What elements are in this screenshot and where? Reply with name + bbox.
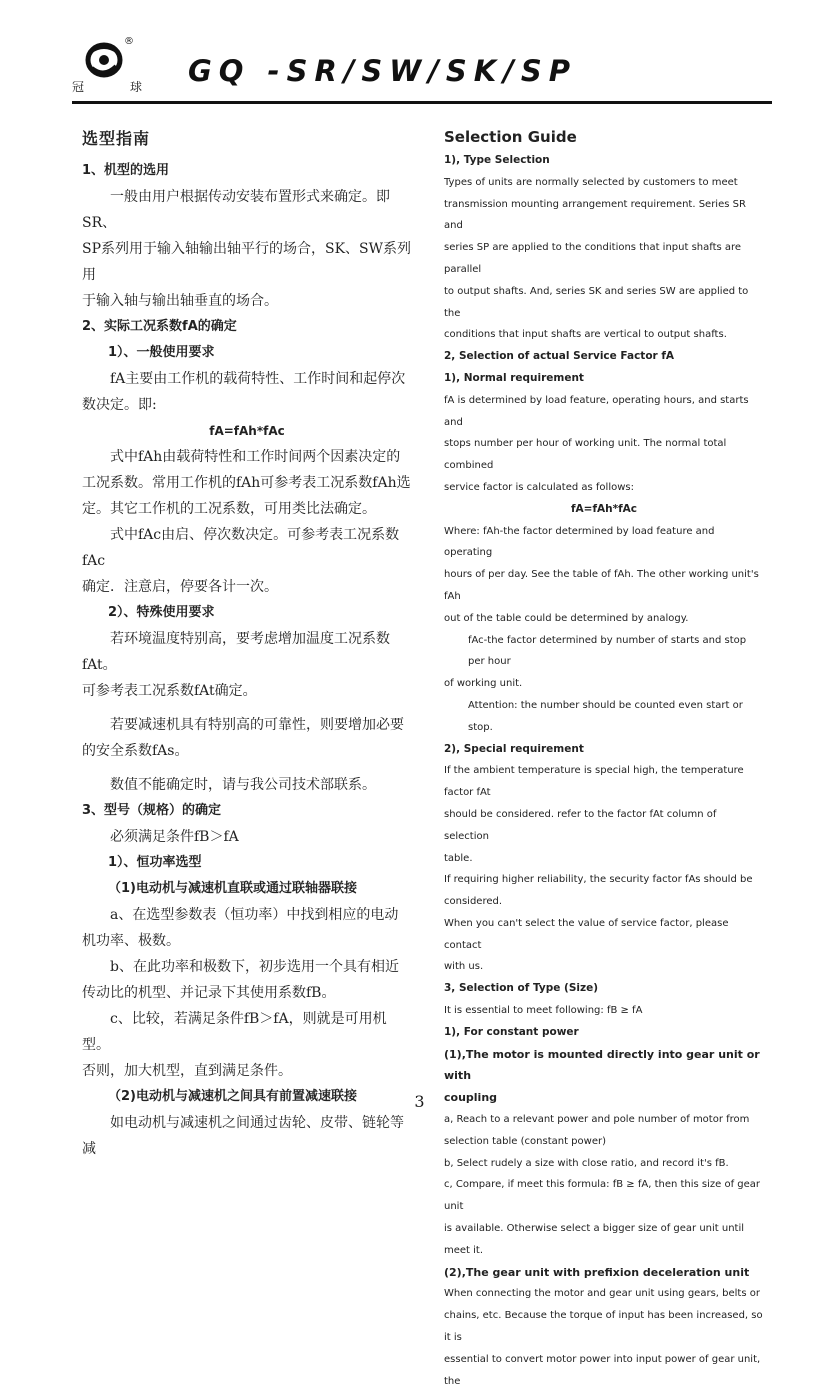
en-paragraph: a, Reach to a relevant power and pole number of motor from — [444, 1114, 750, 1126]
en-paragraph: If the ambient temperature is special high, the temperature factor fAt — [444, 765, 744, 799]
en-paragraph: with us. — [444, 961, 484, 973]
zh-paragraph: 可参考表工况系数fAt确定。 — [82, 683, 257, 699]
chinese-column — [82, 124, 412, 1162]
en-paragraph: service factor is calculated as follows: — [444, 481, 634, 493]
zh-paragraph: 必须满足条件fB＞fA — [110, 829, 239, 845]
en-subsection-heading: 1), For constant power — [444, 1025, 579, 1038]
zh-paragraph: 传动比的机型、并记录下其使用系数fB。 — [82, 985, 336, 1001]
zh-section-2-heading: 2、实际工况系数fA的确定 — [82, 319, 237, 334]
zh-subsection-heading: 2）、特殊使用要求 — [108, 605, 215, 620]
document-title: GQ -SR/SW/SK/SP — [188, 54, 577, 88]
en-paragraph: Types of units are normally selected by customers to meet — [444, 176, 738, 188]
zh-paragraph: 定。其它工作机的工况系数，可用类比法确定。 — [82, 501, 376, 517]
en-paragraph: out of the table could be determined by analogy. — [444, 612, 689, 624]
en-section-3-heading: 3, Selection of Type (Size) — [444, 982, 599, 995]
zh-paragraph: b、在此功率和极数下，初步选用一个具有相近 — [110, 959, 399, 975]
zh-subsection-heading: （2)电动机与减速机之间具有前置减速联接 — [108, 1089, 357, 1104]
en-paragraph: of working unit. — [444, 678, 523, 690]
zh-paragraph: a、在选型参数表（恒功率）中找到相应的电动 — [110, 907, 399, 923]
zh-paragraph: 的安全系数fAs。 — [82, 743, 189, 759]
en-paragraph: If requiring higher reliability, the security factor fAs should be — [444, 874, 753, 886]
en-paragraph: c, Compare, if meet this formula: fB ≥ fA, then this size of gear unit — [444, 1179, 761, 1213]
en-subsection-heading: (1),The motor is mounted directly into gear unit or with — [444, 1047, 760, 1083]
en-paragraph: Attention: the number should be counted even start or stop. — [468, 699, 743, 733]
en-paragraph: When connecting the motor and gear unit using gears, belts or — [444, 1288, 760, 1300]
en-paragraph: to output shafts. And, series SK and series SW are applied to the — [444, 285, 749, 319]
en-paragraph: meet it. — [444, 1244, 484, 1256]
zh-paragraph: fA主要由工作机的载荷特性、工作时间和起停次 — [110, 371, 406, 387]
en-paragraph: fAc-the factor determined by number of starts and stop per hour — [468, 634, 747, 668]
en-paragraph: is available. Otherwise select a bigger size of gear unit until — [444, 1223, 745, 1235]
zh-paragraph: 若环境温度特别高，要考虑增加温度工况系数fAt。 — [82, 631, 390, 673]
en-subsection-heading: coupling — [444, 1091, 498, 1105]
en-paragraph: chains, etc. Because the torque of input has been increased, so it is — [444, 1310, 763, 1344]
en-paragraph: conditions that input shafts are vertical to output shafts. — [444, 329, 727, 341]
en-paragraph: selection table (constant power) — [444, 1135, 606, 1147]
zh-subsection-heading: 1）、恒功率选型 — [108, 855, 202, 870]
zh-paragraph: 工况系数。常用工作机的fAh可参考表工况系数fAh选 — [82, 475, 411, 491]
zh-paragraph: 式中fAh由载荷特性和工作时间两个因素决定的 — [110, 449, 401, 465]
en-paragraph: table. — [444, 852, 473, 864]
zh-subsection-heading: 1）、一般使用要求 — [108, 345, 215, 360]
en-paragraph: When you can't select the value of service factor, please contact — [444, 917, 729, 951]
logo-char-2: 球 — [130, 80, 143, 94]
en-paragraph: stops number per hour of working unit. The normal total combined — [444, 438, 727, 472]
zh-formula: fA=fAh*fAc — [209, 424, 285, 438]
zh-paragraph: 数值不能确定时，请与我公司技术部联系。 — [110, 777, 376, 793]
zh-title: 选型指南 — [82, 129, 151, 148]
zh-paragraph: 于输入轴与输出轴垂直的场合。 — [82, 293, 278, 309]
en-section-2-heading: 2, Selection of actual Service Factor fA — [444, 350, 675, 363]
zh-paragraph: 数决定。即: — [82, 397, 157, 413]
page-header — [72, 34, 772, 98]
en-paragraph: b, Select rudely a size with close ratio, and record it's fB. — [444, 1157, 729, 1169]
en-subsection-heading: 2), Special requirement — [444, 742, 584, 755]
zh-paragraph: c、比较，若满足条件fB＞fA，则就是可用机型。 — [82, 1011, 387, 1053]
zh-paragraph: 若要减速机具有特别高的可靠性，则要增加必要 — [110, 717, 404, 733]
logo-char-1: 冠 — [72, 80, 85, 94]
en-subsection-heading: 1), Normal requirement — [444, 371, 584, 384]
en-paragraph: hours of per day. See the table of fAh. The other working unit's fAh — [444, 569, 759, 602]
zh-paragraph: 否则，加大机型，直到满足条件。 — [82, 1063, 292, 1079]
registered-mark: ® — [124, 36, 134, 47]
zh-section-3-heading: 3、型号（规格）的确定 — [82, 803, 222, 818]
zh-paragraph: 机功率、极数。 — [82, 933, 180, 949]
header-rule — [72, 101, 772, 104]
en-paragraph: should be considered. refer to the factor fAt column of selection — [444, 808, 717, 842]
en-paragraph: considered. — [444, 896, 503, 908]
logo-mark-icon — [82, 40, 126, 80]
brand-logo — [72, 34, 152, 98]
zh-section-1-heading: 1、机型的选用 — [82, 163, 170, 178]
zh-paragraph: 如电动机与减速机之间通过齿轮、皮带、链轮等减 — [82, 1115, 404, 1157]
en-paragraph: Where: fAh-the factor determined by load feature and operating — [444, 525, 715, 559]
page-number: 3 — [414, 1092, 425, 1111]
zh-paragraph: SP系列用于输入轴输出轴平行的场合，SK、SW系列用 — [82, 241, 412, 283]
en-section-1-heading: 1), Type Selection — [444, 154, 550, 166]
zh-paragraph: 确定．注意启，停要各计一次。 — [82, 579, 278, 595]
en-paragraph: transmission mounting arrangement requirement. Series SR and — [444, 198, 746, 232]
zh-subsection-heading: （1)电动机与减速机直联或通过联轴器联接 — [108, 881, 357, 896]
en-paragraph: series SP are applied to the conditions that input shafts are parallel — [444, 242, 742, 275]
en-paragraph: fA is determined by load feature, operating hours, and starts and — [444, 394, 749, 428]
en-subsection-heading: (2),The gear unit with prefixion deceleration unit — [444, 1265, 750, 1279]
en-paragraph: It is essential to meet following: fB ≥ fA — [444, 1005, 643, 1017]
zh-paragraph: 一般由用户根据传动安装布置形式来确定。即SR、 — [82, 189, 390, 231]
en-paragraph: essential to convert motor power into input power of gear unit, the — [444, 1353, 761, 1387]
zh-paragraph: 式中fAc由启、停次数决定。可参考表工况系数fAc — [82, 527, 400, 569]
english-column — [444, 124, 764, 1392]
en-formula: fA=fAh*fAc — [570, 502, 638, 515]
en-title: Selection Guide — [444, 128, 577, 146]
